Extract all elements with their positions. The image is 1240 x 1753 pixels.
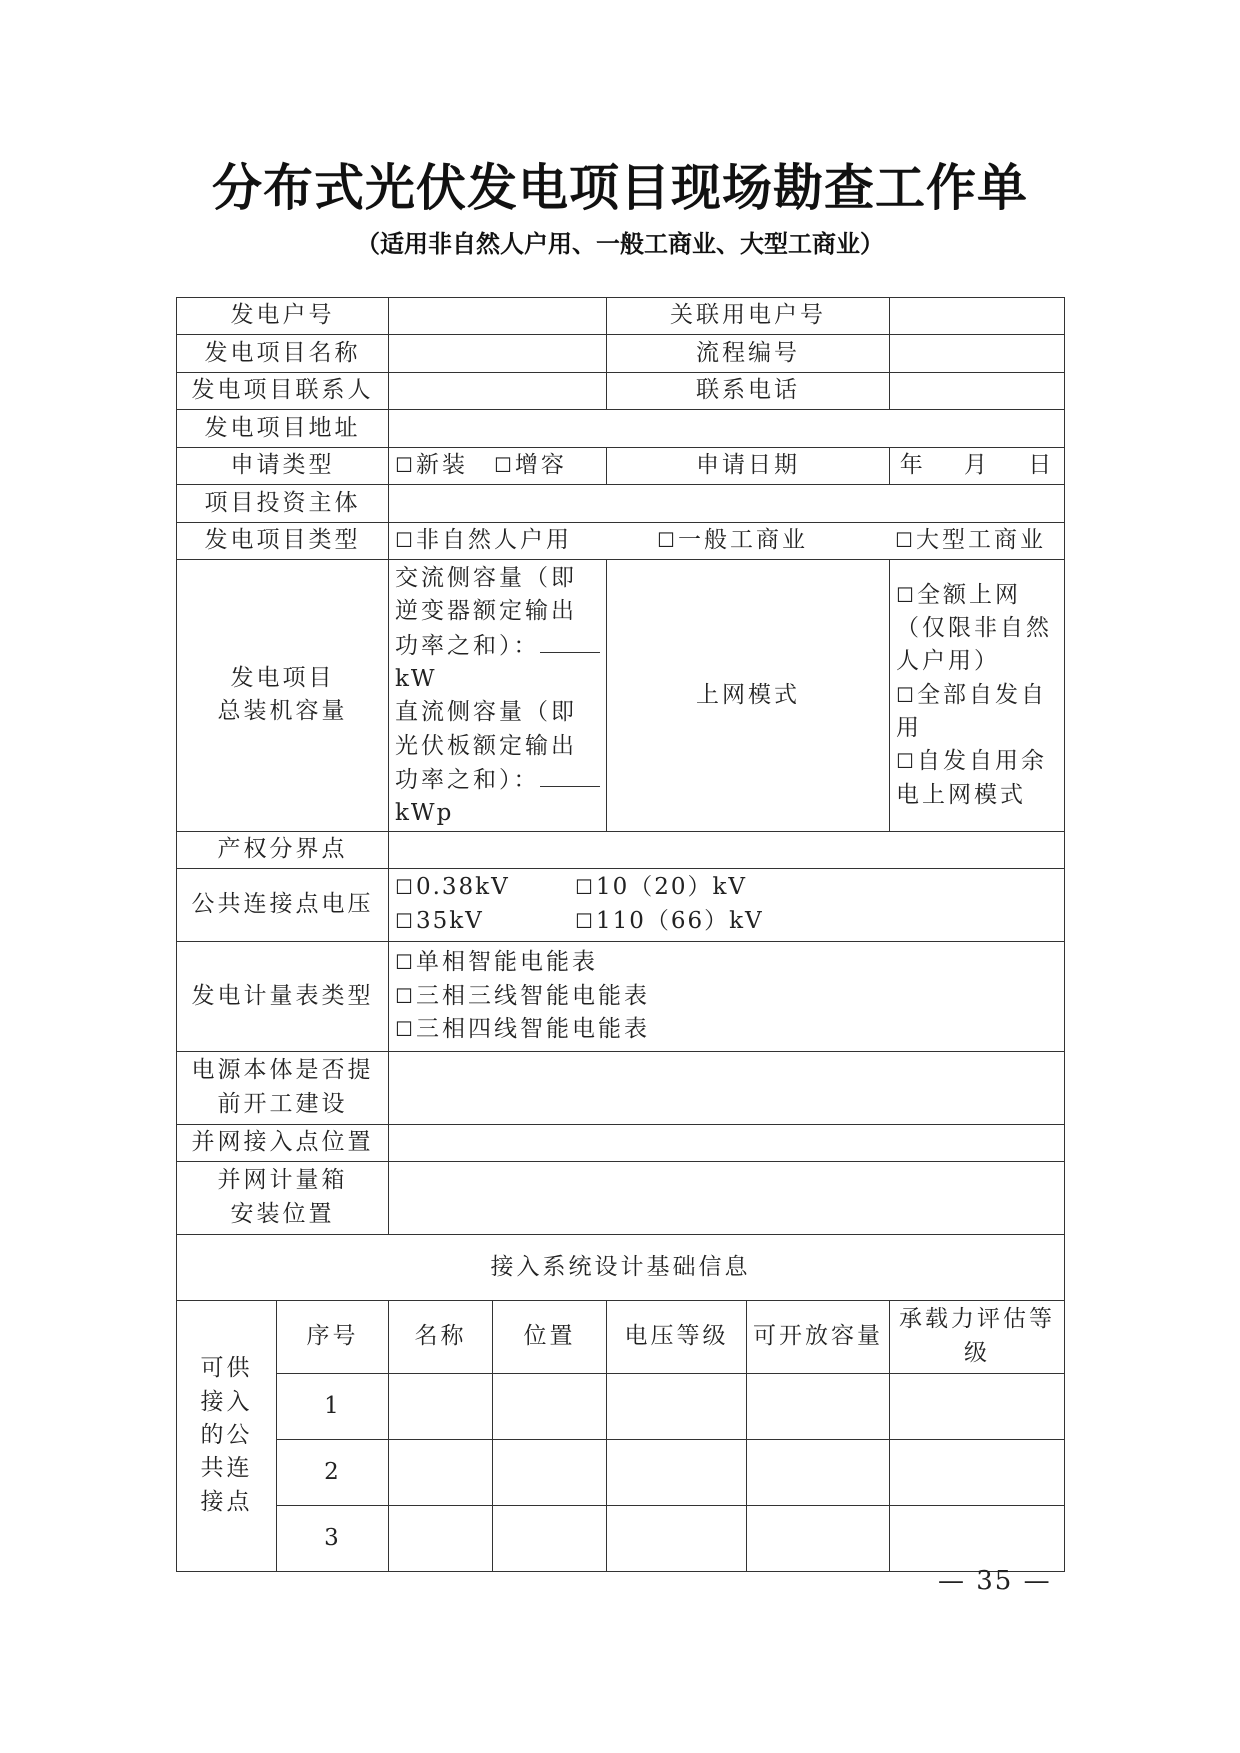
- checkbox-icon[interactable]: ☐: [395, 1016, 416, 1041]
- option-label: 三相三线智能电能表: [415, 982, 650, 1009]
- option-10kv[interactable]: [575, 871, 747, 904]
- label-property-boundary: 产权分界点: [177, 831, 389, 868]
- design-header-row: [177, 1300, 1065, 1373]
- option-label: 大型工商业: [915, 527, 1046, 554]
- checkbox-icon[interactable]: ☐: [575, 908, 596, 933]
- option-label: 0.38kV: [415, 874, 510, 901]
- option-self-use[interactable]: [896, 679, 1058, 746]
- label-contact-person: 发电项目联系人: [177, 373, 389, 410]
- option-single-phase-meter[interactable]: [395, 946, 1058, 979]
- label-meter-box-location: [177, 1161, 389, 1234]
- option-label: 110（66）kV: [595, 907, 764, 934]
- row-address: [177, 410, 1065, 448]
- option-label: 10（20）kV: [595, 874, 748, 901]
- label-grid-mode: 上网模式: [607, 560, 890, 832]
- ac-capacity-input[interactable]: [540, 629, 600, 653]
- label-total-capacity: [177, 560, 389, 832]
- row-number: 2: [277, 1439, 389, 1505]
- cell-open-capacity[interactable]: [747, 1439, 890, 1505]
- field-investor[interactable]: [389, 485, 1065, 523]
- option-label: 三相四线智能电能表: [415, 1015, 650, 1042]
- option-label: 全部自发自用: [896, 681, 1047, 742]
- cell-location[interactable]: [493, 1505, 607, 1571]
- survey-form-table: [176, 297, 1065, 1572]
- label-project-name: 发电项目名称: [177, 335, 389, 373]
- option-three-phase-three-wire-meter[interactable]: [395, 980, 1058, 1013]
- checkbox-icon[interactable]: ☐: [395, 983, 416, 1008]
- document-title: 分布式光伏发电项目现场勘查工作单: [212, 158, 1028, 217]
- cell-voltage-level[interactable]: [607, 1373, 747, 1439]
- row-voltage: [177, 868, 1065, 941]
- checkbox-icon[interactable]: ☐: [395, 528, 416, 553]
- field-apply-date[interactable]: 年 月 日: [890, 448, 1065, 485]
- label-linked-account: 关联用电户号: [607, 298, 890, 335]
- col-header-number: 序号: [277, 1300, 389, 1373]
- option-non-natural-household[interactable]: [395, 524, 657, 557]
- cell-open-capacity[interactable]: [747, 1505, 890, 1571]
- label-project-address: 发电项目地址: [177, 410, 389, 448]
- col-header-voltage-level: 电压等级: [607, 1300, 747, 1373]
- design-row: [177, 1505, 1065, 1571]
- label-meter-type: 发电计量表类型: [177, 941, 389, 1051]
- dc-capacity-text: 直流侧容量（即光伏板额定输出功率之和）：: [395, 699, 577, 794]
- cell-name[interactable]: [389, 1439, 493, 1505]
- option-label: 自发自用余电上网模式: [896, 748, 1047, 808]
- label-pcc-voltage: 公共连接点电压: [177, 868, 389, 941]
- option-three-phase-four-wire-meter[interactable]: [395, 1013, 1058, 1046]
- field-meter-type: [389, 941, 1065, 1051]
- col-header-capacity-rating: 承载力评估等级: [890, 1300, 1065, 1373]
- option-general-commercial[interactable]: [657, 524, 895, 557]
- page-number: — 35 —: [938, 1566, 1052, 1596]
- field-early-construction[interactable]: [389, 1051, 1065, 1124]
- option-110kv[interactable]: [575, 905, 764, 938]
- label-line: 总装机容量: [217, 698, 348, 725]
- label-line: 安装位置: [230, 1200, 335, 1227]
- field-process-number[interactable]: [890, 335, 1065, 373]
- design-row: [177, 1439, 1065, 1505]
- row-meter-type: [177, 941, 1065, 1051]
- label-grid-access-point: 并网接入点位置: [177, 1124, 389, 1161]
- row-project-type: [177, 523, 1065, 560]
- option-label: 一般工商业: [677, 527, 808, 554]
- design-row: [177, 1373, 1065, 1439]
- option-new-install[interactable]: [395, 449, 468, 482]
- option-label: 非自然人户用: [415, 527, 572, 554]
- checkbox-icon[interactable]: ☐: [395, 875, 416, 900]
- dc-capacity-input[interactable]: [540, 763, 600, 787]
- row-meter-box: [177, 1161, 1065, 1234]
- label-early-construction: 电源本体是否提前开工建设: [177, 1051, 389, 1124]
- checkbox-icon[interactable]: ☐: [896, 582, 917, 607]
- row-early-construction: [177, 1051, 1065, 1124]
- field-contact-person[interactable]: [389, 373, 607, 410]
- label-apply-type: 申请类型: [177, 448, 389, 485]
- row-apply-type: [177, 448, 1065, 485]
- row-number: 3: [277, 1505, 389, 1571]
- col-header-location: 位置: [493, 1300, 607, 1373]
- row-project-name: [177, 335, 1065, 373]
- row-contact: [177, 373, 1065, 410]
- cell-location[interactable]: [493, 1373, 607, 1439]
- option-label: 全额上网（仅限非自然人户用）: [896, 581, 1052, 675]
- design-info-heading: 接入系统设计基础信息: [177, 1234, 1065, 1300]
- row-account: [177, 298, 1065, 335]
- option-large-commercial[interactable]: [895, 524, 1046, 557]
- cell-voltage-level[interactable]: [607, 1439, 747, 1505]
- checkbox-icon[interactable]: ☐: [395, 908, 416, 933]
- cell-capacity-rating[interactable]: [890, 1439, 1065, 1505]
- field-project-address[interactable]: [389, 410, 1065, 448]
- field-grid-mode: [890, 560, 1065, 832]
- checkbox-icon[interactable]: ☐: [493, 453, 515, 478]
- document-subtitle: （适用非自然人户用、一般工商业、大型工商业）: [356, 229, 884, 258]
- row-number: 1: [277, 1373, 389, 1439]
- option-0-38kv[interactable]: [395, 871, 575, 904]
- label-apply-date: 申请日期: [607, 448, 890, 485]
- option-self-use-surplus[interactable]: [896, 745, 1058, 812]
- field-account-number[interactable]: [389, 298, 607, 335]
- checkbox-icon[interactable]: ☐: [895, 528, 916, 553]
- field-project-name[interactable]: [389, 335, 607, 373]
- checkbox-icon[interactable]: ☐: [896, 682, 917, 707]
- row-boundary: [177, 831, 1065, 868]
- field-contact-phone[interactable]: [890, 373, 1065, 410]
- option-label: 增容: [514, 452, 567, 479]
- label-line: 并网计量箱: [217, 1167, 348, 1194]
- checkbox-icon[interactable]: ☐: [657, 528, 678, 553]
- label-account-number: 发电户号: [177, 298, 389, 335]
- col-header-open-capacity: 可开放容量: [747, 1300, 890, 1373]
- field-project-type: [389, 523, 1065, 560]
- row-capacity: [177, 560, 1065, 832]
- field-grid-access-point[interactable]: [389, 1124, 1065, 1161]
- field-pcc-voltage: [389, 868, 1065, 941]
- checkbox-icon[interactable]: ☐: [575, 875, 596, 900]
- checkbox-icon[interactable]: ☐: [395, 453, 416, 478]
- row-investor: [177, 485, 1065, 523]
- ac-capacity-unit: kW: [395, 666, 437, 693]
- label-line: 发电项目: [230, 665, 335, 692]
- label-process-number: 流程编号: [607, 335, 890, 373]
- field-meter-box-location[interactable]: [389, 1161, 1065, 1234]
- option-capacity-increase[interactable]: [494, 449, 567, 482]
- cell-name[interactable]: [389, 1373, 493, 1439]
- option-full-grid[interactable]: [896, 579, 1058, 679]
- cell-open-capacity[interactable]: [747, 1373, 890, 1439]
- field-capacity: [389, 560, 607, 832]
- field-linked-account[interactable]: [890, 298, 1065, 335]
- label-project-type: 发电项目类型: [177, 523, 389, 560]
- ac-capacity-text: 交流侧容量（即逆变器额定输出功率之和）：: [395, 565, 577, 659]
- col-header-name: 名称: [389, 1300, 493, 1373]
- option-label: 35kV: [415, 907, 484, 934]
- cell-location[interactable]: [493, 1439, 607, 1505]
- option-35kv[interactable]: [395, 905, 575, 938]
- label-investor: 项目投资主体: [177, 485, 389, 523]
- row-grid-point: [177, 1124, 1065, 1161]
- label-available-pcc: 可供接入的公共连接点: [177, 1300, 277, 1571]
- option-label: 新装: [415, 452, 468, 479]
- cell-capacity-rating[interactable]: [890, 1505, 1065, 1571]
- checkbox-icon[interactable]: ☐: [896, 749, 917, 774]
- label-contact-phone: 联系电话: [607, 373, 890, 410]
- cell-voltage-level[interactable]: [607, 1505, 747, 1571]
- field-apply-type: [389, 448, 607, 485]
- option-label: 单相智能电能表: [415, 949, 598, 976]
- row-design-heading: [177, 1234, 1065, 1300]
- dc-capacity-unit: kWp: [395, 800, 454, 827]
- field-property-boundary[interactable]: [389, 831, 1065, 868]
- cell-capacity-rating[interactable]: [890, 1373, 1065, 1439]
- checkbox-icon[interactable]: ☐: [395, 950, 416, 975]
- cell-name[interactable]: [389, 1505, 493, 1571]
